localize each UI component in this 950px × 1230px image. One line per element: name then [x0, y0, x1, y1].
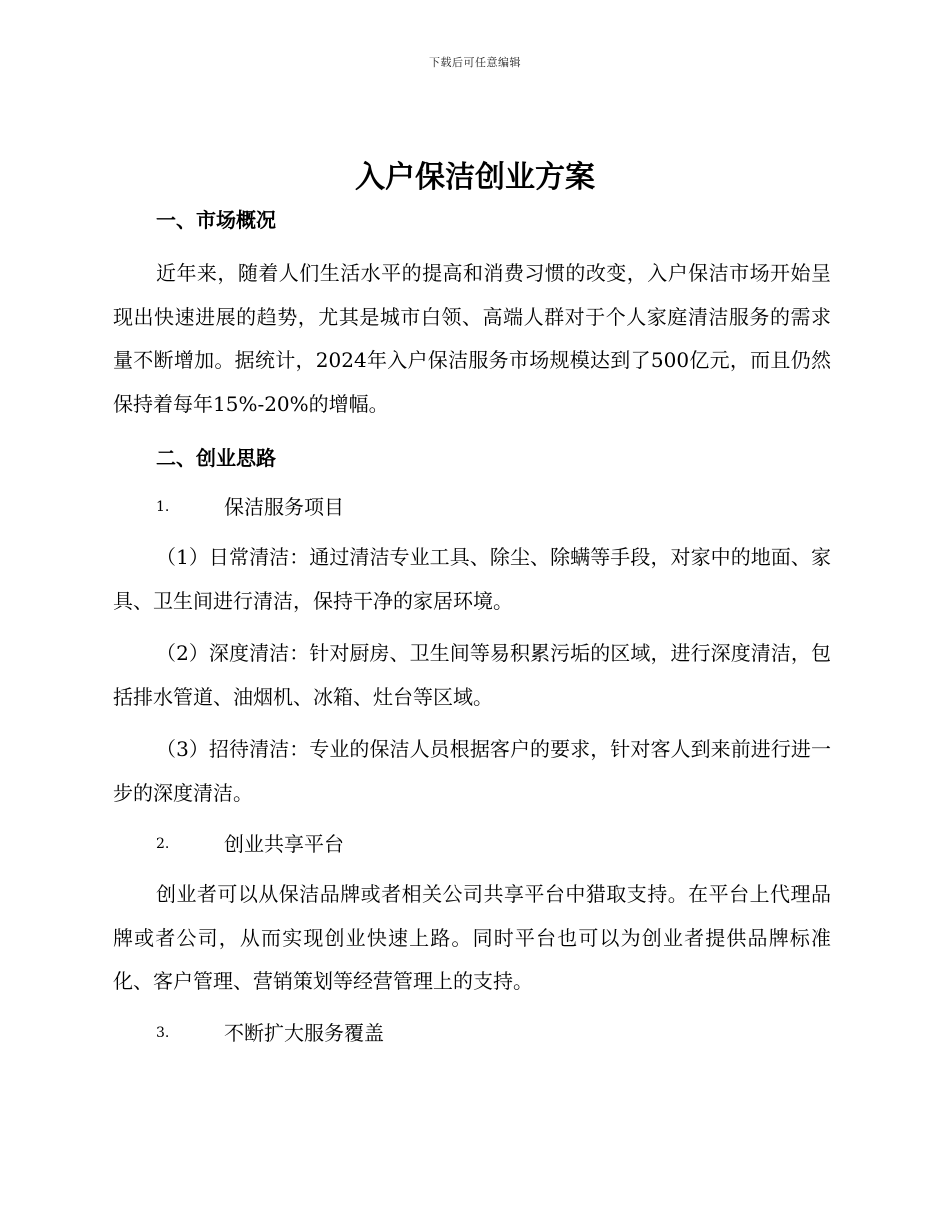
list-label: 创业共享平台 [224, 832, 344, 856]
list-item-expand-coverage [113, 1013, 831, 1053]
list-label: 保洁服务项目 [224, 495, 344, 519]
list-number: 3. [156, 1024, 170, 1041]
section-heading-ideas: 二、创业思路 [156, 446, 276, 470]
document-title: 入户保洁创业方案 [355, 160, 595, 195]
paragraph-deep-cleaning: （2）深度清洁：针对厨房、卫生间等易积累污垢的区域，进行深度清洁，包括排水管道、油烟机、冰箱、灶台等区域。 [113, 641, 831, 709]
list-item-service-projects [113, 487, 831, 527]
paragraph-daily-cleaning: （1）日常清洁：通过清洁专业工具、除尘、除螨等手段，对家中的地面、家具、卫生间进行清洁，保持干净的家居环境。 [113, 545, 831, 613]
list-number: 2. [156, 836, 170, 852]
paragraph-market-overview: 近年来，随着人们生活水平的提高和消费习惯的改变，入户保洁市场开始呈现出快速进展的趋势，尤其是城市白领、高端人群对于个人家庭清洁服务的需求量不断增加。据统计，2024年入户保洁服务市场规模达到了500亿元，而且仍然保持着每年15%-20%的增幅。 [113, 261, 831, 416]
header-note: 下载后可任意编辑 [429, 56, 521, 69]
section-heading-market: 一、市场概况 [156, 208, 276, 232]
paragraph-reception-cleaning: （3）招待清洁：专业的保洁人员根据客户的要求，针对客人到来前进行进一步的深度清洁。 [113, 737, 831, 805]
list-label: 不断扩大服务覆盖 [224, 1020, 384, 1045]
paragraph-sharing-platform: 创业者可以从保洁品牌或者相关公司共享平台中猎取支持。在平台上代理品牌或者公司，从而实现创业快速上路。同时平台也可以为创业者提供品牌标准化、客户管理、营销策划等经营管理上的支持。 [113, 882, 831, 993]
list-item-sharing-platform [113, 824, 831, 864]
document-body [113, 200, 831, 1053]
list-number: 1. [156, 499, 170, 515]
